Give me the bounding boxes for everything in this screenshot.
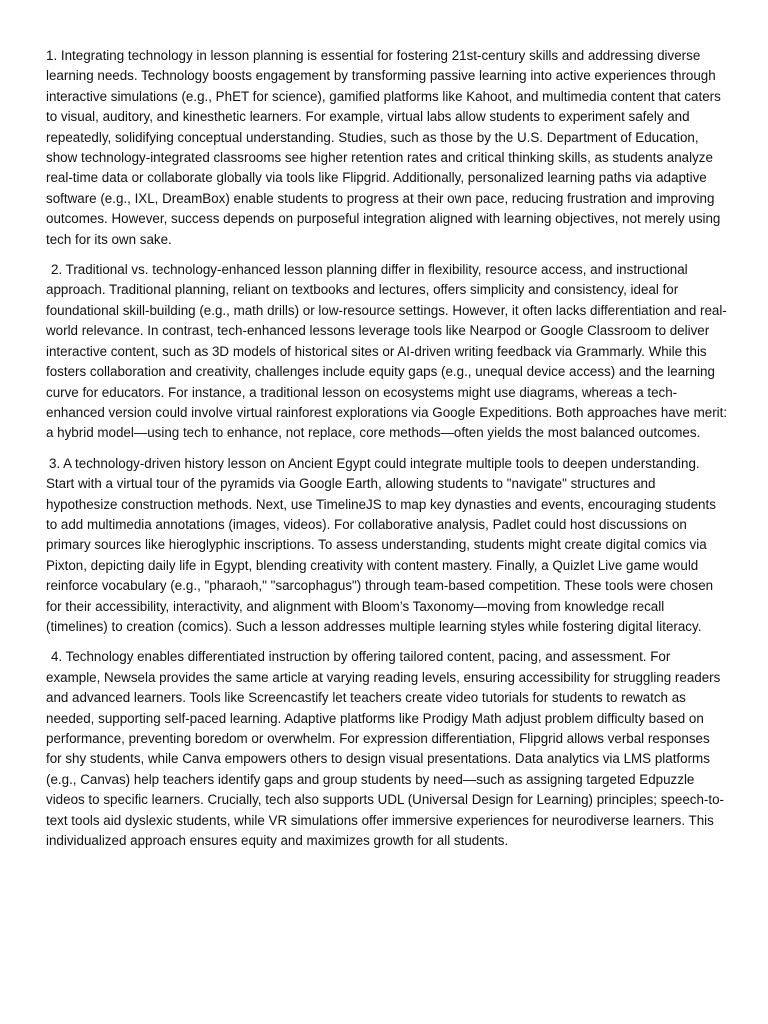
paragraph-1: 1. Integrating technology in lesson planning is essential for fostering 21st-century skills and addressing diverse learning needs. Technology boosts engagement by transforming passive learning into active experiences through interactive simulations (e.g., PhET for science), gamified platforms like Kahoot, and multimedia content that caters to visual, auditory, and kinesthetic learners. For example, virtual labs allow students to experiment safely and repeatedly, solidifying conceptual understanding. Studies, such as those by the U.S. Department of Education, show technology-integrated classrooms see higher retention rates and critical thinking skills, as students analyze real-time data or collaborate globally via tools like Flipgrid. Additionally, personalized learning paths via adaptive software (e.g., IXL, DreamBox) enable students to progress at their own pace, reducing frustration and improving outcomes. However, success depends on purposeful integration aligned with learning objectives, not merely using tech for its own sake. <box>46 48 721 247</box>
paragraph-3: 3. A technology-driven history lesson on Ancient Egypt could integrate multiple tools to deepen understanding. Start with a virtual tour of the pyramids via Google Earth, allowing students to "navigate" structures and hypothesize construction methods. Next, use TimelineJS to map key dynasties and events, encouraging students to add multimedia annotations (images, videos). For collaborative analysis, Padlet could host discussions on primary sources like hieroglyphic inscriptions. To assess understanding, students might create digital comics via Pixton, depicting daily life in Egypt, blending creativity with content mastery. Finally, a Quizlet Live game would reinforce vocabulary (e.g., "pharaoh," "sarcophagus") through team-based competition. These tools were chosen for their accessibility, interactivity, and alignment with Bloom’s Taxonomy—moving from knowledge recall (timelines) to creation (comics). Such a lesson addresses multiple learning styles while fostering digital literacy. <box>46 455 716 634</box>
paragraph-2: 2. Traditional vs. technology-enhanced lesson planning differ in flexibility, resource access, and instructional approach. Traditional planning, reliant on textbooks and lectures, offers simplicity and consistency, ideal for foundational skill-building (e.g., math drills) or low-resource settings. However, it often lacks differentiation and real-world relevance. In contrast, tech-enhanced lessons leverage tools like Nearpod or Google Classroom to deliver interactive content, such as 3D models of historical sites or AI-driven writing feedback via Grammarly. While this fosters collaboration and creativity, challenges include equity gaps (e.g., unequal device access) and the learning curve for educators. For instance, a traditional lesson on ecosystems might use diagrams, whereas a tech-enhanced version could involve virtual rainforest explorations via Google Expeditions. Both approaches have merit: a hybrid model—using tech to enhance, not replace, core methods—often yields the most balanced outcomes. <box>46 262 728 441</box>
paragraph-4: 4. Technology enables differentiated instruction by offering tailored content, pacing, and assessment. For example, Newsela provides the same article at varying reading levels, ensuring accessibility for struggling readers and advanced learners. Tools like Screencastify let teachers create video tutorials for students to rewatch as needed, supporting self-paced learning. Adaptive platforms like Prodigy Math adjust problem difficulty based on performance, preventing boredom or overwhelm. For expression differentiation, Flipgrid allows verbal responses for shy students, while Canva empowers others to design visual presentations. Data analytics via LMS platforms (e.g., Canvas) help teachers identify gaps and group students by need—such as assigning targeted Edpuzzle videos to specific learners. Crucially, tech also supports UDL (Universal Design for Learning) principles; speech-to-text tools aid dyslexic students, while VR simulations offer immersive experiences for neurodiverse learners. This individualized approach ensures equity and maximizes growth for all students. <box>46 649 725 849</box>
